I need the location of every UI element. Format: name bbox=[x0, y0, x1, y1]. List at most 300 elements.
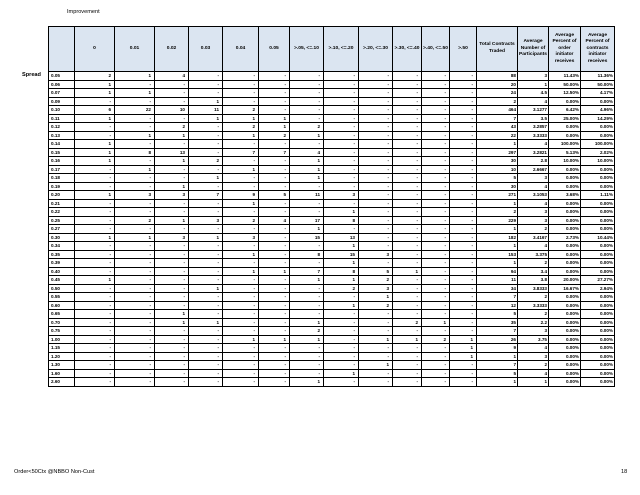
value-cell: 4.96% bbox=[581, 106, 615, 115]
table-row bbox=[49, 327, 615, 336]
value-cell: 1 bbox=[359, 293, 393, 302]
value-cell: - bbox=[450, 191, 477, 200]
table-row bbox=[49, 114, 615, 123]
value-cell: 4 bbox=[518, 97, 549, 106]
value-cell: 24 bbox=[477, 89, 518, 98]
page-number: 18 bbox=[621, 469, 628, 475]
value-cell: 7 bbox=[223, 148, 259, 157]
value-cell: - bbox=[393, 208, 422, 217]
value-cell: 0.00% bbox=[549, 165, 581, 174]
value-cell: - bbox=[450, 310, 477, 319]
value-cell: - bbox=[290, 361, 324, 370]
value-cell: 5 bbox=[359, 267, 393, 276]
value-cell: 1 bbox=[223, 335, 259, 344]
value-cell: 5.13% bbox=[549, 148, 581, 157]
spread-cell: 1.15 bbox=[49, 344, 75, 353]
value-cell: - bbox=[115, 225, 155, 234]
value-cell: - bbox=[359, 106, 393, 115]
value-cell: - bbox=[324, 140, 359, 149]
value-cell: - bbox=[155, 140, 189, 149]
value-cell: - bbox=[223, 318, 259, 327]
value-cell: - bbox=[189, 225, 223, 234]
value-cell: 100.00% bbox=[581, 140, 615, 149]
value-cell: 0.00% bbox=[549, 301, 581, 310]
value-cell: 0.00% bbox=[549, 310, 581, 319]
header-cell: >.30, <=.40 bbox=[393, 27, 422, 72]
value-cell: 1 bbox=[223, 131, 259, 140]
value-cell: 0.00% bbox=[581, 327, 615, 336]
value-cell: 0.00% bbox=[581, 182, 615, 191]
value-cell: 1 bbox=[290, 157, 324, 166]
value-cell: 3 bbox=[155, 191, 189, 200]
value-cell: - bbox=[393, 352, 422, 361]
value-cell: - bbox=[155, 276, 189, 285]
value-cell: - bbox=[155, 284, 189, 293]
value-cell: - bbox=[155, 352, 189, 361]
value-cell: 13 bbox=[155, 148, 189, 157]
value-cell: - bbox=[393, 114, 422, 123]
value-cell: - bbox=[324, 361, 359, 370]
value-cell: 0.00% bbox=[581, 242, 615, 251]
value-cell: 1 bbox=[115, 72, 155, 81]
value-cell: - bbox=[422, 191, 450, 200]
value-cell: 0.00% bbox=[581, 216, 615, 225]
value-cell: - bbox=[75, 131, 115, 140]
value-cell: 1 bbox=[450, 352, 477, 361]
value-cell: 1 bbox=[75, 140, 115, 149]
spread-cell: 0.34 bbox=[49, 242, 75, 251]
value-cell: - bbox=[393, 276, 422, 285]
value-cell: - bbox=[324, 174, 359, 183]
value-cell: 0.00% bbox=[581, 97, 615, 106]
value-cell: - bbox=[259, 293, 290, 302]
value-cell: - bbox=[324, 165, 359, 174]
value-cell: - bbox=[393, 89, 422, 98]
value-cell: - bbox=[450, 327, 477, 336]
value-cell: - bbox=[155, 369, 189, 378]
table-row bbox=[49, 293, 615, 302]
value-cell: - bbox=[324, 72, 359, 81]
value-cell: 8 bbox=[324, 216, 359, 225]
value-cell: 0.00% bbox=[549, 131, 581, 140]
table-row bbox=[49, 318, 615, 327]
value-cell: 7 bbox=[259, 148, 290, 157]
value-cell: 3 bbox=[223, 233, 259, 242]
value-cell: - bbox=[189, 335, 223, 344]
value-cell: - bbox=[259, 233, 290, 242]
value-cell: - bbox=[359, 378, 393, 387]
value-cell: 3 bbox=[115, 191, 155, 200]
value-cell: - bbox=[75, 310, 115, 319]
value-cell: 3.4167 bbox=[518, 233, 549, 242]
value-cell: - bbox=[393, 250, 422, 259]
value-cell: - bbox=[450, 148, 477, 157]
value-cell: 0.00% bbox=[549, 250, 581, 259]
header-cell: 0 bbox=[75, 27, 115, 72]
spread-cell: 0.18 bbox=[49, 174, 75, 183]
value-cell: - bbox=[324, 352, 359, 361]
value-cell: - bbox=[450, 114, 477, 123]
value-cell: 2 bbox=[518, 310, 549, 319]
value-cell: 1 bbox=[155, 157, 189, 166]
value-cell: - bbox=[189, 378, 223, 387]
header-cell: Average Number of Participants bbox=[518, 27, 549, 72]
value-cell: 11.36% bbox=[581, 72, 615, 81]
value-cell: 0.00% bbox=[549, 259, 581, 268]
value-cell: 4 bbox=[518, 369, 549, 378]
value-cell: 3.2821 bbox=[518, 148, 549, 157]
value-cell: 2 bbox=[75, 72, 115, 81]
value-cell: 0.00% bbox=[581, 131, 615, 140]
value-cell: - bbox=[450, 174, 477, 183]
table-row bbox=[49, 106, 615, 115]
value-cell: - bbox=[422, 267, 450, 276]
table-row bbox=[49, 123, 615, 132]
value-cell: 1 bbox=[518, 80, 549, 89]
value-cell: - bbox=[223, 293, 259, 302]
header-cell: >.10, <=.20 bbox=[324, 27, 359, 72]
value-cell: 2 bbox=[259, 131, 290, 140]
value-cell: 1 bbox=[223, 199, 259, 208]
value-cell: 1 bbox=[259, 114, 290, 123]
spread-cell: 0.65 bbox=[49, 310, 75, 319]
value-cell: - bbox=[75, 216, 115, 225]
value-cell: 3.68% bbox=[549, 191, 581, 200]
value-cell: - bbox=[359, 140, 393, 149]
value-cell: - bbox=[422, 80, 450, 89]
value-cell: - bbox=[422, 199, 450, 208]
value-cell: 14.29% bbox=[581, 114, 615, 123]
value-cell: 1 bbox=[155, 182, 189, 191]
value-cell: - bbox=[393, 80, 422, 89]
value-cell: 1 bbox=[324, 259, 359, 268]
spread-cell: 0.07 bbox=[49, 89, 75, 98]
value-cell: - bbox=[189, 123, 223, 132]
value-cell: - bbox=[155, 114, 189, 123]
value-cell: - bbox=[393, 148, 422, 157]
value-cell: 1 bbox=[477, 225, 518, 234]
value-cell: - bbox=[422, 250, 450, 259]
table-row bbox=[49, 259, 615, 268]
value-cell: - bbox=[155, 301, 189, 310]
value-cell: 271 bbox=[477, 191, 518, 200]
table-row bbox=[49, 208, 615, 217]
value-cell: 3.1277 bbox=[518, 106, 549, 115]
spread-cell: 0.13 bbox=[49, 131, 75, 140]
value-cell: 1 bbox=[393, 335, 422, 344]
value-cell: - bbox=[115, 318, 155, 327]
table-row bbox=[49, 165, 615, 174]
value-cell: - bbox=[393, 361, 422, 370]
value-cell: - bbox=[422, 301, 450, 310]
spread-cell: 0.60 bbox=[49, 301, 75, 310]
value-cell: 3 bbox=[359, 284, 393, 293]
value-cell: - bbox=[115, 174, 155, 183]
value-cell: 4 bbox=[518, 242, 549, 251]
value-cell: - bbox=[422, 123, 450, 132]
value-cell: 17 bbox=[290, 216, 324, 225]
value-cell: - bbox=[422, 89, 450, 98]
value-cell: 229 bbox=[477, 216, 518, 225]
value-cell: - bbox=[450, 131, 477, 140]
header-row bbox=[49, 27, 615, 72]
value-cell: 0.00% bbox=[549, 369, 581, 378]
value-cell: 35 bbox=[477, 318, 518, 327]
value-cell: - bbox=[450, 276, 477, 285]
value-cell: - bbox=[359, 174, 393, 183]
value-cell: 3 bbox=[324, 191, 359, 200]
value-cell: - bbox=[393, 140, 422, 149]
table-row bbox=[49, 80, 615, 89]
value-cell: - bbox=[155, 89, 189, 98]
value-cell: 3 bbox=[518, 174, 549, 183]
value-cell: 2.2 bbox=[518, 318, 549, 327]
value-cell: 3.5 bbox=[518, 114, 549, 123]
value-cell: - bbox=[115, 284, 155, 293]
header-cell: 0.02 bbox=[155, 27, 189, 72]
value-cell: 0.00% bbox=[581, 335, 615, 344]
value-cell: - bbox=[75, 267, 115, 276]
table-row bbox=[49, 250, 615, 259]
value-cell: - bbox=[324, 293, 359, 302]
value-cell: 9 bbox=[223, 191, 259, 200]
value-cell: - bbox=[450, 208, 477, 217]
value-cell: 16.67% bbox=[549, 284, 581, 293]
header-spread-blank bbox=[49, 27, 75, 72]
value-cell: - bbox=[393, 182, 422, 191]
value-cell: - bbox=[422, 106, 450, 115]
value-cell: - bbox=[393, 233, 422, 242]
value-cell: 15 bbox=[324, 250, 359, 259]
value-cell: - bbox=[422, 378, 450, 387]
value-cell: - bbox=[223, 72, 259, 81]
value-cell: - bbox=[115, 123, 155, 132]
table-row bbox=[49, 352, 615, 361]
value-cell: - bbox=[324, 182, 359, 191]
value-cell: 2 bbox=[518, 361, 549, 370]
value-cell: - bbox=[324, 157, 359, 166]
value-cell: - bbox=[189, 242, 223, 251]
value-cell: - bbox=[223, 369, 259, 378]
value-cell: - bbox=[359, 148, 393, 157]
value-cell: - bbox=[115, 199, 155, 208]
value-cell: - bbox=[290, 114, 324, 123]
spread-label: Spread bbox=[22, 72, 41, 78]
value-cell: 1 bbox=[189, 318, 223, 327]
value-cell: 464 bbox=[477, 106, 518, 115]
value-cell: - bbox=[324, 378, 359, 387]
value-cell: - bbox=[450, 318, 477, 327]
value-cell: 3.3333 bbox=[518, 301, 549, 310]
value-cell: - bbox=[115, 352, 155, 361]
value-cell: - bbox=[259, 165, 290, 174]
header-cell: 0.05 bbox=[259, 27, 290, 72]
table-row bbox=[49, 378, 615, 387]
value-cell: - bbox=[393, 259, 422, 268]
value-cell: - bbox=[393, 216, 422, 225]
value-cell: 11 bbox=[477, 276, 518, 285]
value-cell: - bbox=[259, 310, 290, 319]
value-cell: 0.00% bbox=[549, 378, 581, 387]
value-cell: - bbox=[359, 165, 393, 174]
value-cell: 1 bbox=[189, 97, 223, 106]
table-row bbox=[49, 182, 615, 191]
value-cell: - bbox=[75, 208, 115, 217]
value-cell: - bbox=[450, 216, 477, 225]
spread-cell: 0.11 bbox=[49, 114, 75, 123]
spread-cell: 0.17 bbox=[49, 165, 75, 174]
value-cell: - bbox=[155, 327, 189, 336]
table-row bbox=[49, 310, 615, 319]
value-cell: 1 bbox=[75, 114, 115, 123]
value-cell: - bbox=[189, 80, 223, 89]
spread-cell: 0.30 bbox=[49, 233, 75, 242]
value-cell: - bbox=[189, 250, 223, 259]
value-cell: - bbox=[259, 89, 290, 98]
header-cell: Average Percent of order initiator receives bbox=[549, 27, 581, 72]
value-cell: 0.00% bbox=[581, 174, 615, 183]
value-cell: - bbox=[324, 97, 359, 106]
value-cell: - bbox=[359, 242, 393, 251]
value-cell: 2 bbox=[189, 157, 223, 166]
spread-cell: 0.06 bbox=[49, 80, 75, 89]
spread-cell: 0.55 bbox=[49, 293, 75, 302]
value-cell: 10 bbox=[155, 106, 189, 115]
value-cell: 1 bbox=[477, 352, 518, 361]
value-cell: - bbox=[75, 225, 115, 234]
value-cell: - bbox=[155, 259, 189, 268]
value-cell: 3 bbox=[518, 352, 549, 361]
header-cell: >.50 bbox=[450, 27, 477, 72]
value-cell: 9 bbox=[477, 344, 518, 353]
value-cell: - bbox=[290, 352, 324, 361]
value-cell: - bbox=[324, 225, 359, 234]
value-cell: 0.00% bbox=[581, 369, 615, 378]
value-cell: - bbox=[259, 378, 290, 387]
value-cell: - bbox=[450, 123, 477, 132]
value-cell: - bbox=[115, 293, 155, 302]
value-cell: 1 bbox=[477, 140, 518, 149]
value-cell: - bbox=[393, 199, 422, 208]
spread-cell: 1.30 bbox=[49, 361, 75, 370]
value-cell: - bbox=[422, 276, 450, 285]
spread-cell: 0.39 bbox=[49, 259, 75, 268]
value-cell: - bbox=[75, 352, 115, 361]
value-cell: - bbox=[259, 106, 290, 115]
spread-cell: 0.12 bbox=[49, 123, 75, 132]
value-cell: - bbox=[359, 97, 393, 106]
value-cell: 2 bbox=[223, 123, 259, 132]
value-cell: 1 bbox=[477, 199, 518, 208]
value-cell: - bbox=[422, 352, 450, 361]
value-cell: - bbox=[115, 97, 155, 106]
value-cell: - bbox=[422, 157, 450, 166]
value-cell: - bbox=[450, 250, 477, 259]
table-row bbox=[49, 157, 615, 166]
value-cell: - bbox=[393, 301, 422, 310]
value-cell: - bbox=[259, 140, 290, 149]
value-cell: - bbox=[189, 276, 223, 285]
value-cell: - bbox=[115, 335, 155, 344]
value-cell: 26 bbox=[477, 335, 518, 344]
value-cell: 0.00% bbox=[549, 267, 581, 276]
value-cell: - bbox=[422, 225, 450, 234]
value-cell: 3.1053 bbox=[518, 191, 549, 200]
spread-cell: 0.50 bbox=[49, 284, 75, 293]
value-cell: - bbox=[359, 191, 393, 200]
improvement-label: Improvement bbox=[67, 9, 100, 15]
spread-cell: 0.35 bbox=[49, 250, 75, 259]
value-cell: 1 bbox=[259, 267, 290, 276]
value-cell: 2.6667 bbox=[518, 165, 549, 174]
value-cell: 0.00% bbox=[549, 352, 581, 361]
value-cell: 2.73% bbox=[549, 233, 581, 242]
value-cell: - bbox=[422, 242, 450, 251]
value-cell: - bbox=[359, 182, 393, 191]
value-cell: - bbox=[422, 310, 450, 319]
value-cell: - bbox=[259, 157, 290, 166]
value-cell: - bbox=[223, 378, 259, 387]
value-cell: 4 bbox=[518, 182, 549, 191]
value-cell: 0.00% bbox=[549, 293, 581, 302]
value-cell: - bbox=[359, 157, 393, 166]
value-cell: - bbox=[223, 361, 259, 370]
table-row bbox=[49, 89, 615, 98]
value-cell: - bbox=[223, 80, 259, 89]
value-cell: - bbox=[324, 114, 359, 123]
table-row bbox=[49, 276, 615, 285]
value-cell: 7 bbox=[477, 361, 518, 370]
value-cell: - bbox=[115, 301, 155, 310]
value-cell: - bbox=[259, 72, 290, 81]
value-cell: - bbox=[155, 165, 189, 174]
value-cell: - bbox=[422, 344, 450, 353]
value-cell: - bbox=[223, 276, 259, 285]
value-cell: - bbox=[450, 378, 477, 387]
spread-cell: 0.27 bbox=[49, 225, 75, 234]
value-cell: 2 bbox=[290, 327, 324, 336]
header-cell: Total Contracts Traded bbox=[477, 27, 518, 72]
value-cell: - bbox=[393, 310, 422, 319]
header-cell: >.05, <=.10 bbox=[290, 27, 324, 72]
value-cell: - bbox=[290, 89, 324, 98]
value-cell: 0.00% bbox=[549, 361, 581, 370]
value-cell: 0.00% bbox=[549, 182, 581, 191]
value-cell: - bbox=[450, 182, 477, 191]
value-cell: 2 bbox=[477, 97, 518, 106]
value-cell: - bbox=[393, 157, 422, 166]
value-cell: 0.00% bbox=[549, 174, 581, 183]
header-cell: 0.04 bbox=[223, 27, 259, 72]
value-cell: 0.00% bbox=[581, 199, 615, 208]
value-cell: - bbox=[189, 310, 223, 319]
value-cell: - bbox=[393, 344, 422, 353]
value-cell: - bbox=[155, 361, 189, 370]
value-cell: 0.00% bbox=[549, 123, 581, 132]
value-cell: - bbox=[259, 276, 290, 285]
value-cell: 4 bbox=[518, 199, 549, 208]
value-cell: 1 bbox=[223, 267, 259, 276]
value-cell: 0.00% bbox=[581, 310, 615, 319]
value-cell: - bbox=[223, 89, 259, 98]
spread-cell: 0.45 bbox=[49, 276, 75, 285]
value-cell: 0.00% bbox=[581, 267, 615, 276]
value-cell: 27.27% bbox=[581, 276, 615, 285]
value-cell: 1 bbox=[75, 89, 115, 98]
value-cell: - bbox=[422, 259, 450, 268]
value-cell: 1 bbox=[189, 284, 223, 293]
value-cell: 3.8 bbox=[518, 276, 549, 285]
